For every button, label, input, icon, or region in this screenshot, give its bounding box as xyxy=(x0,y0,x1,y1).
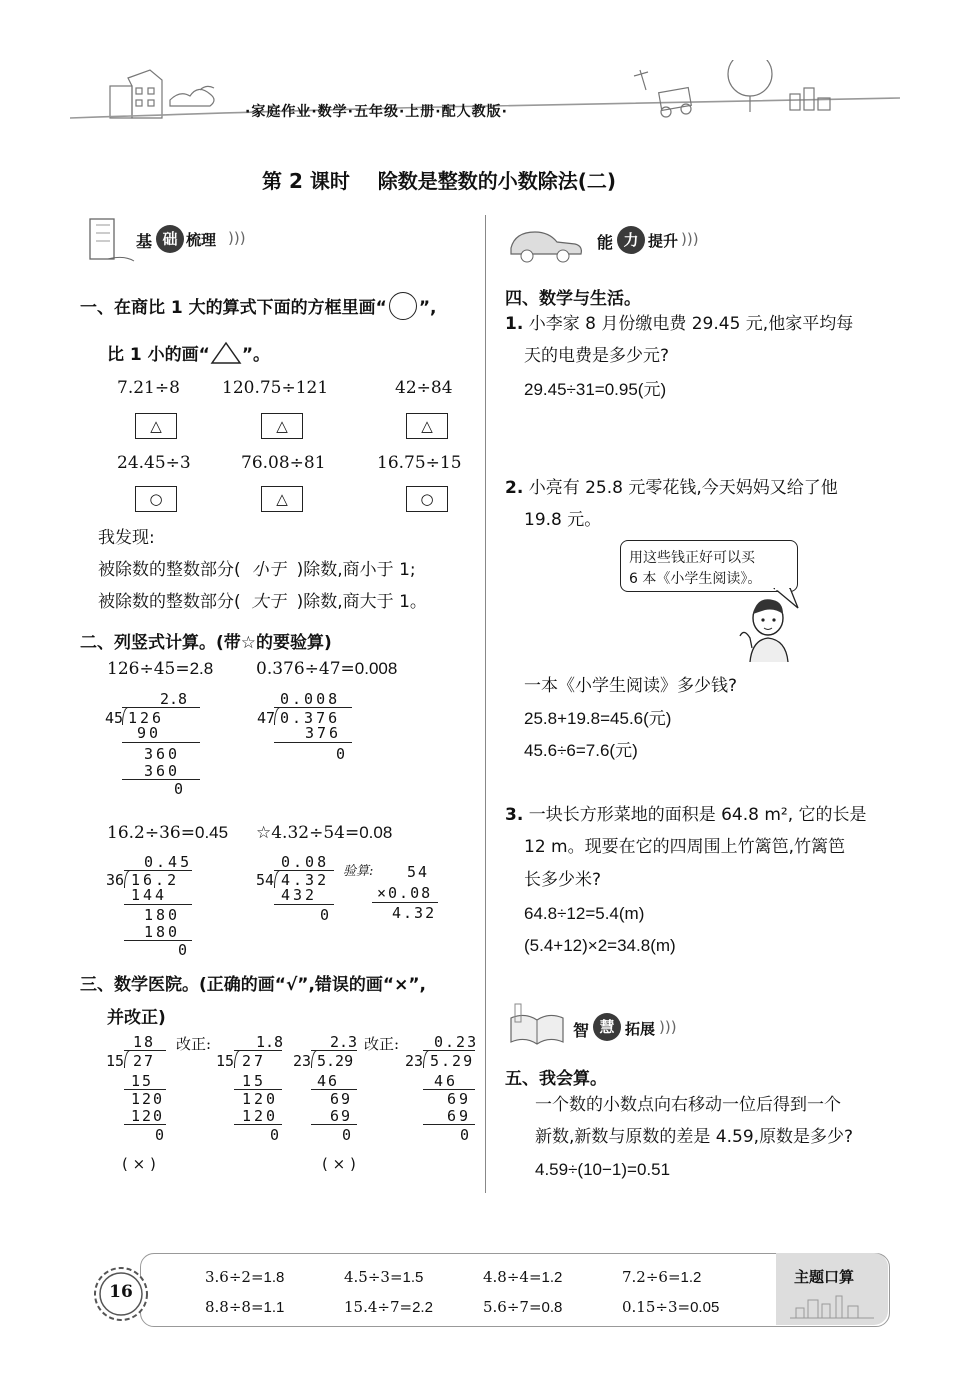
q4-p3-line1 xyxy=(505,807,867,824)
q2-p1-rem-1: 360 xyxy=(144,745,181,763)
q4-p2-answer-2[interactable]: 45.6÷6=7.6(元) xyxy=(524,741,638,760)
footer-item-4 xyxy=(622,1268,701,1286)
q1-item-1-mark: △ xyxy=(150,417,162,435)
q5-title: 五、我会算。 xyxy=(505,1069,607,1089)
footer-item-1-expr: 3.6÷2= xyxy=(205,1268,264,1286)
q2-p4-check-2: ×0.08 xyxy=(377,884,433,902)
q1-item-1-expr: 7.21÷8 xyxy=(117,378,180,398)
footer-item-3-expr: 4.8÷4= xyxy=(483,1268,542,1286)
q4-p2-text-1: 小亮有 25.8 元零花钱,今天妈妈又给了他 xyxy=(528,478,838,498)
q2-p3-expr xyxy=(107,824,228,842)
header-title: ·家庭作业·数学·五年级·上册·配人教版· xyxy=(245,104,508,120)
q1-item-2-expr: 120.75÷121 xyxy=(222,378,329,398)
q2-p2-quotient: 0.008 xyxy=(280,690,341,708)
q3-b-rem-1: 69 xyxy=(330,1090,353,1108)
q3-b-fix-sub-1: 46 xyxy=(434,1072,459,1090)
q3-a-fix-quotient: 1.8 xyxy=(256,1033,284,1051)
section-ability-post: 提升 xyxy=(648,232,679,250)
q3-b-divisor: 23 xyxy=(293,1052,312,1070)
section-basic-banner: 基 础 梳理 ))) xyxy=(88,215,268,267)
footer-item-7-answer[interactable]: 0.8 xyxy=(541,1299,563,1316)
q2-p4-dividend: 4.32 xyxy=(281,871,330,889)
q2-p2-rem-1: 0 xyxy=(336,745,346,763)
q2-p1-expr-text: 126÷45= xyxy=(107,659,190,679)
q3-b-fix-rem-2: 0 xyxy=(460,1126,470,1144)
banner-decoration-icon xyxy=(88,215,138,267)
q2-p3-quotient: 0.45 xyxy=(144,853,193,871)
q2-p4-divisor: 54 xyxy=(256,871,275,889)
q2-p1-answer[interactable]: 2.8 xyxy=(189,659,214,678)
q4-p3-answer-1[interactable]: 64.8÷12=5.4(m) xyxy=(524,904,645,923)
q1-item-4-mark: ○ xyxy=(149,490,163,508)
section-basic-post: 梳理 xyxy=(186,231,217,249)
footer-item-2-answer[interactable]: 1.5 xyxy=(402,1269,424,1286)
q2-p4-answer[interactable]: 0.08 xyxy=(359,823,393,842)
q1-title-c: 比 1 小的画“ xyxy=(107,345,210,365)
footer-item-6-answer[interactable]: 2.2 xyxy=(412,1299,433,1316)
q4-p2-line1 xyxy=(505,480,838,497)
q4-p1-line1 xyxy=(505,316,853,333)
q2-p3-sub-2: 180 xyxy=(144,923,181,941)
q2-p3-expr-text: 16.2÷36= xyxy=(107,823,195,843)
q2-p3-rem-1: 180 xyxy=(144,906,181,924)
q2-p3-answer[interactable]: 0.45 xyxy=(194,823,229,842)
footer-item-2 xyxy=(344,1268,423,1286)
city-skyline-icon xyxy=(790,1292,874,1320)
speech-bubble xyxy=(620,540,798,592)
q3-b-fix-quotient: 0.23 xyxy=(434,1033,479,1051)
q3-b-fix-dividend: 5.29 xyxy=(430,1052,475,1070)
q1-item-4-box[interactable] xyxy=(135,486,177,512)
q3-b-rem-2: 0 xyxy=(342,1126,352,1144)
q2-p3-divisor: 36 xyxy=(106,871,125,889)
section-wisdom-pre: 智 xyxy=(573,1021,590,1040)
section-ability-badge: 力 xyxy=(617,226,645,254)
q4-p3-text-2: 12 m。现要在它的四周围上竹篱笆,竹篱笆 xyxy=(524,837,845,857)
footer-item-8 xyxy=(622,1298,719,1316)
footer-item-8-answer[interactable]: 0.05 xyxy=(690,1299,720,1316)
section-wisdom-post: 拓展 xyxy=(625,1020,656,1038)
q3-a-fix-label: 改正: xyxy=(176,1035,212,1053)
q3-b-fix-label: 改正: xyxy=(364,1035,400,1053)
q3-title: 三、数学医院。(正确的画“√”,错误的画“×”, xyxy=(80,975,426,995)
q1-item-6-box[interactable] xyxy=(406,486,448,512)
q2-p4-expr-text: ☆4.32÷54= xyxy=(256,823,360,843)
q1-item-5-box[interactable] xyxy=(261,486,303,512)
q3-a-fix-rem-1: 120 xyxy=(242,1090,279,1108)
q1-item-3-mark: △ xyxy=(421,417,433,435)
q1-rule-1 xyxy=(98,562,416,579)
section-wisdom-badge: 慧 xyxy=(593,1013,621,1041)
q1-title-b: ”, xyxy=(418,298,437,318)
q1-item-3-box[interactable] xyxy=(406,413,448,439)
q1-item-1-box[interactable] xyxy=(135,413,177,439)
q4-p1-num: 1. xyxy=(505,314,524,334)
q2-p3-sub-1: 144 xyxy=(131,886,168,904)
footer-item-5 xyxy=(205,1298,284,1316)
q2-p4-check-3: 4.32 xyxy=(392,904,437,922)
q2-p4-check-1: 54 xyxy=(407,863,430,881)
q4-p3-text-3: 长多少米? xyxy=(524,870,602,890)
q3-a-sub-2: 120 xyxy=(131,1107,165,1125)
q4-p3-answer-2[interactable]: (5.4+12)×2=34.8(m) xyxy=(524,936,676,955)
q3-b-quotient: 2.3 xyxy=(330,1033,358,1051)
section-wisdom-banner: 智 慧 拓展 ))) xyxy=(505,1000,705,1050)
q3-a-fix-sub-2: 120 xyxy=(242,1107,279,1125)
q3-b-fix-rem-1: 69 xyxy=(447,1090,472,1108)
q1-item-6-expr: 16.75÷15 xyxy=(377,453,462,473)
q1-item-6-mark: ○ xyxy=(420,490,434,508)
speech-bubble-line-2: 6 本《小学生阅读》。 xyxy=(629,571,762,587)
footer-item-4-expr: 7.2÷6= xyxy=(622,1268,681,1286)
q1-rule-1-post: )除数,商小于 1; xyxy=(296,560,416,580)
q3-a-dividend: 27 xyxy=(133,1052,156,1070)
q3-a-fix-dividend: 27 xyxy=(242,1052,267,1070)
footer-item-6-expr: 15.4÷7= xyxy=(344,1298,413,1316)
q1-title-a: 一、在商比 1 大的算式下面的方框里画“ xyxy=(80,298,387,318)
footer-item-7 xyxy=(483,1298,562,1316)
footer-item-3-answer[interactable]: 1.2 xyxy=(541,1269,563,1286)
q2-p4-sub-1: 432 xyxy=(281,886,318,904)
q1-title xyxy=(80,292,436,320)
footer-item-1-answer[interactable]: 1.8 xyxy=(263,1269,285,1286)
q3-a-sub-1: 15 xyxy=(131,1072,154,1090)
q4-p3-num: 3. xyxy=(505,805,524,825)
q2-p2-sub-1: 376 xyxy=(305,724,342,742)
q3-a-rem-1: 120 xyxy=(131,1090,165,1108)
q1-rule-2 xyxy=(98,594,427,611)
q2-p2-divisor: 47 xyxy=(257,709,276,727)
q2-p1-divisor: 45 xyxy=(105,709,124,727)
q1-discover: 我发现: xyxy=(98,528,155,548)
footer-item-4-answer[interactable]: 1.2 xyxy=(680,1269,702,1286)
q1-rule-1-pre: 被除数的整数部分( xyxy=(98,560,241,580)
q4-p1-text-2: 天的电费是多少元? xyxy=(524,346,670,366)
q2-p4-expr xyxy=(256,824,392,842)
q5-text-1: 一个数的小数点向右移动一位后得到一个 xyxy=(535,1095,841,1115)
q2-p1-rem-2: 0 xyxy=(174,780,184,798)
q2-p2-expr-text: 0.376÷47= xyxy=(256,659,355,679)
q2-title: 二、列竖式计算。(带☆的要验算) xyxy=(80,633,332,653)
q2-p3-dividend: 16.2 xyxy=(131,871,180,889)
q4-p1-text-1: 小李家 8 月份缴电费 29.45 元,他家平均每 xyxy=(528,314,854,334)
q2-p4-rem-1: 0 xyxy=(320,906,330,924)
q4-p2-text-3: 一本《小学生阅读》多少钱? xyxy=(524,676,738,696)
footer-item-2-expr: 4.5÷3= xyxy=(344,1268,403,1286)
column-divider xyxy=(485,215,486,1193)
footer-label: 主题口算 xyxy=(794,1268,855,1286)
q3-a-fix-rem-2: 0 xyxy=(270,1126,280,1144)
q2-p2-expr xyxy=(256,660,397,678)
q4-p3-text-1: 一块长方形菜地的面积是 64.8 m², 它的长是 xyxy=(528,805,867,825)
q3-a-fix-sub-1: 15 xyxy=(242,1072,267,1090)
q2-p2-answer[interactable]: 0.008 xyxy=(354,659,398,678)
q1-item-5-expr: 76.08÷81 xyxy=(241,453,326,473)
section-basic-badge: 础 xyxy=(156,225,184,253)
q1-item-4-expr: 24.45÷3 xyxy=(117,453,191,473)
q3-a-fix-divisor: 15 xyxy=(216,1052,235,1070)
q2-p4-quotient: 0.08 xyxy=(281,853,330,871)
section-basic-pre: 基 xyxy=(136,232,153,251)
q1-item-3-expr: 42÷84 xyxy=(395,378,453,398)
q3-b-verdict[interactable]: ( × ) xyxy=(322,1155,356,1173)
q1-title-line2 xyxy=(107,340,270,365)
section-ability-pre: 能 xyxy=(597,233,614,252)
q2-p3-rem-2: 0 xyxy=(178,941,188,959)
books-icon xyxy=(505,1000,575,1048)
q2-p1-quotient: 2.8 xyxy=(160,690,188,708)
footer-item-5-answer[interactable]: 1.1 xyxy=(263,1299,285,1316)
q3-a-verdict[interactable]: ( × ) xyxy=(122,1155,156,1173)
q3-a-rem-2: 0 xyxy=(155,1126,165,1144)
q5-text-2: 新数,新数与原数的差是 4.59,原数是多少? xyxy=(535,1127,854,1147)
q2-p1-sub-2: 360 xyxy=(144,762,181,780)
q1-rule-2-answer[interactable]: 大于 xyxy=(251,592,286,612)
footer-item-1 xyxy=(205,1268,284,1286)
footer-item-5-expr: 8.8÷8= xyxy=(205,1298,264,1316)
q1-rule-2-post: )除数,商大于 1。 xyxy=(296,592,427,612)
q3-title-line2: 并改正) xyxy=(107,1008,166,1028)
boy-illustration-icon xyxy=(732,592,796,662)
car-icon xyxy=(505,218,595,266)
q2-p4-check-label: 验算: xyxy=(343,864,374,879)
q4-p2-text-2: 19.8 元。 xyxy=(524,510,602,530)
speech-bubble-line-1: 用这些钱正好可以买 xyxy=(629,550,755,566)
q2-p1-dividend: 126 xyxy=(128,709,165,727)
q3-a-divisor: 15 xyxy=(106,1052,125,1070)
footer-item-6 xyxy=(344,1298,433,1316)
triangle-symbol-icon xyxy=(210,341,242,365)
q1-rule-1-answer[interactable]: 小于 xyxy=(251,560,286,580)
lesson-title: 第 2 课时 除数是整数的小数除法(二) xyxy=(262,169,616,193)
footer-item-8-expr: 0.15÷3= xyxy=(622,1298,691,1316)
q1-item-2-mark: △ xyxy=(276,417,288,435)
page-number: 16 xyxy=(109,1282,133,1302)
q1-rule-2-pre: 被除数的整数部分( xyxy=(98,592,241,612)
q1-title-d: ”。 xyxy=(241,345,271,365)
q1-item-5-mark: △ xyxy=(276,490,288,508)
q5-answer[interactable]: 4.59÷(10−1)=0.51 xyxy=(535,1160,671,1179)
circle-symbol-icon xyxy=(389,292,417,320)
q3-b-fix-divisor: 23 xyxy=(405,1052,424,1070)
q3-a-quotient: 18 xyxy=(133,1033,156,1051)
q2-p1-expr xyxy=(107,660,213,678)
q4-title: 四、数学与生活。 xyxy=(505,289,641,309)
footer-item-7-expr: 5.6÷7= xyxy=(483,1298,542,1316)
section-ability-banner: 能 力 提升 ))) xyxy=(505,218,705,268)
q2-p2-dividend: 0.376 xyxy=(280,709,341,727)
q3-b-dividend: 5.29 xyxy=(317,1052,354,1070)
q3-b-fix-sub-2: 69 xyxy=(447,1107,472,1125)
q3-b-sub-2: 69 xyxy=(330,1107,353,1125)
q4-p2-answer-1[interactable]: 25.8+19.8=45.6(元) xyxy=(524,709,672,728)
footer-item-3 xyxy=(483,1268,562,1286)
q4-p1-answer[interactable]: 29.45÷31=0.95(元) xyxy=(524,380,667,399)
q1-item-2-box[interactable] xyxy=(261,413,303,439)
q4-p2-num: 2. xyxy=(505,478,524,498)
q2-p1-sub-1: 90 xyxy=(137,724,162,742)
q3-b-sub-1: 46 xyxy=(317,1072,340,1090)
